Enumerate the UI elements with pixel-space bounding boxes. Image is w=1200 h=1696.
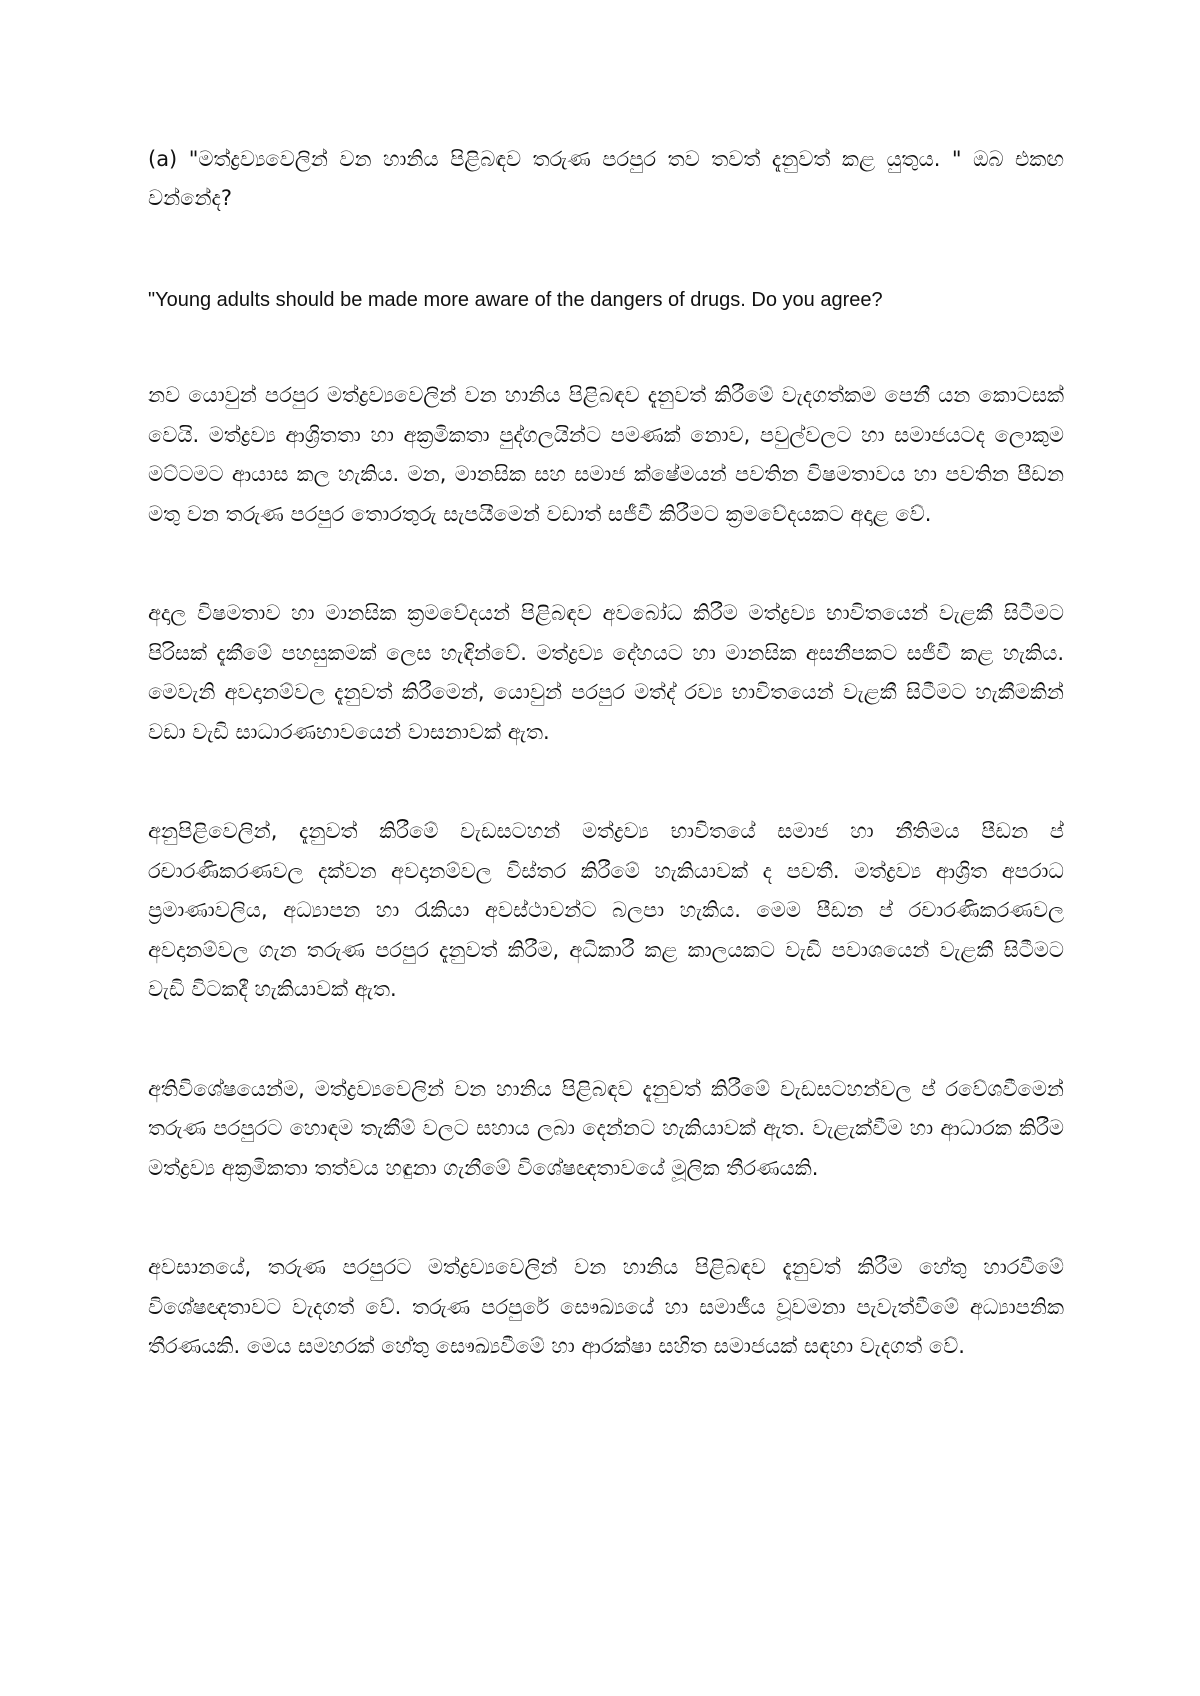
- paragraph-1: නව යොවුන් පරපුර මත්ද්‍රව්‍යවෙලින් වන හානිය පිළිබඳව දැනුවත් කිරීමේ වැදගත්කම පෙනී යන කොටසක් වෙයි. මත්ද්‍රව්‍ය ආශ්‍රිතතා හා අක්‍රමිකතා පුද්ගලයින්ට පමණක් නොව, පවුල්වලට හා සමාජයටද ලොකුම මට්ටමට ආයාස කල හැකිය. මන, මානසික සහ සමාජ ක්ෂේමයන් පවතින විෂමතාවය හා පවතින පීඩන මතු වන තරුණ පරපුර තොරතුරු සැපයීමෙන් වඩාත් සජීවී කිරීමට ක්‍රමවේදයකට අදාළ වේ.: [148, 383, 1064, 526]
- paragraph-4: අතිවිශේෂයෙන්ම, මත්ද්‍රව්‍යවෙලින් වන හානිය පිළිබඳව දැනුවත් කිරීමේ වැඩසටහන්වල ප් රවේශවීමෙන් තරුණ පරපුරට හොඳම තැකීම් වලට සහාය ලබා දෙන්නට හැකියාවක් ඇත. වැළැක්වීම හා ආධාරක කිරීම මත්ද්‍රව්‍ය අක්‍රමිකතා තත්වය හඳුනා ගැනීමේ විශේෂඥතාවයේ මූලික තීරණයකි.: [148, 1076, 1064, 1180]
- document-page: [148, 140, 1064, 1367]
- paragraph-3: අනුපිළිවෙලින්, දැනුවත් කිරීමේ වැඩසටහන් මත්ද්‍රව්‍ය භාවිතයේ සමාජ හා නීතිමය පීඩන ප් රචාරණිකරණවල දක්වන අවදානම්වල විස්තර කිරීමේ හැකියාවක් ද පවතී. මත්ද්‍රව්‍ය ආශ්‍රිත අපරාධ ප්‍රමාණාවලිය, අධ්‍යාපන හා රැකියා අවස්ථාවන්ට බලපා හැකිය. මෙම පීඩන ප් රචාරණිකරණවල අවදානම්වල ගැන තරුණ පරපුර දැනුවත් කිරීම, අධිකාරී කළ කාලයකට වැඩි පවාශයෙන් වැළකී සිටීමට වැඩි විටකදී හැකියාවක් ඇත.: [148, 819, 1064, 1001]
- question-sinhala: (a) "මත්ද්‍රව්‍යවෙලින් වන හානිය පිළිබඳව තරුණ පරපුර තව තවත් දැනුවත් කළ යුතුය. " ඔබ එකඟ වන්නේද?: [148, 147, 1064, 210]
- question-english: "Young adults should be made more aware of the dangers of drugs. Do you agree?: [148, 289, 883, 311]
- paragraph-2: අදාල විෂමතාව හා මානසික ක්‍රමවේදයන් පිළිබඳව අවබෝධ කිරීම මත්ද්‍රව්‍ය භාවිතයෙන් වැළකී සිටීමට පිරිසක් දැකීමේ පහසුකමක් ලෙස හැඳින්වේ. මත්ද්‍රව්‍ය දේහයට හා මානසික අසනීපකට සජීවී කළ හැකිය. මෙවැනි අවදානම්වල දැනුවත් කිරීමෙන්, යොවුන් පරපුර මත්ද් රව්‍ය භාවිතයෙන් වැළකී සිටීමට හැකීමකින් වඩා වැඩි සාධාරණභාවයෙන් වාසනාවක් ඇත.: [148, 601, 1064, 744]
- paragraph-5: අවසානයේ, තරුණ පරපුරට මත්ද්‍රව්‍යවෙලින් වන හානිය පිළිබඳව දැනුවත් කිරීම හේතු හාරවීමේ විශේෂඥතාවට වැදගත් වේ. තරුණ පරපුරේ සෞඛ්‍යයේ හා සමාජීය වූවමනා පැවැත්වීමේ අධ්‍යාපනික තීරණයකි. මෙය සමහරක් හේතු සෞඛ්‍යවීමේ හා ආරක්ෂා සහිත සමාජයක් සඳහා වැදගත් වේ.: [148, 1255, 1064, 1358]
